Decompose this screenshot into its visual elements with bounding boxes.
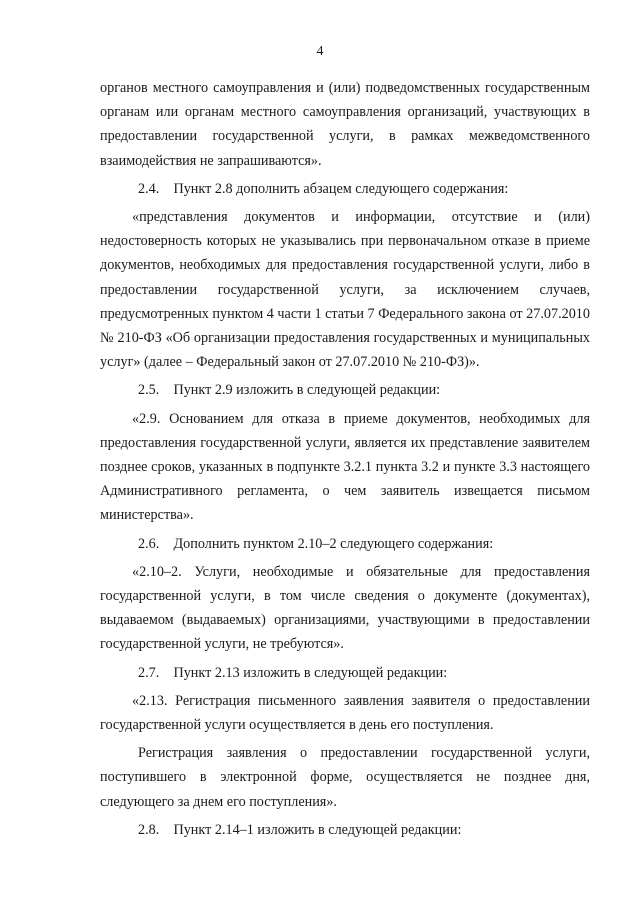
- paragraph-item-2-4: 2.4. Пункт 2.8 дополнить абзацем следующего содержания:: [138, 180, 509, 197]
- page-number: 4: [316, 44, 324, 59]
- paragraph-item-2-6: 2.6. Дополнить пунктом 2.10–2 следующего содержания:: [138, 535, 494, 552]
- paragraph-quote-2-9: «2.9. Основанием для отказа в приеме документов, необходимых для предоставления государственной услуги, является их представление заявителем позднее сроков, указанных в подпункте 3.2.1 пункта 3.2 и пункте 3.3 настоящего Административного регламента, о чем заявитель извещается письмом министерства».: [100, 410, 590, 524]
- paragraph-item-2-5: 2.5. Пункт 2.9 изложить в следующей редакции:: [138, 382, 441, 399]
- paragraph-item-2-7: 2.7. Пункт 2.13 изложить в следующей редакции:: [138, 664, 448, 681]
- paragraph-registration-electronic: Регистрация заявления о предоставлении государственной услуги, поступившего в электронной форме, осуществляется не позднее дня, следующего за днем его поступления».: [100, 745, 590, 810]
- paragraph-quote-2-13: «2.13. Регистрация письменного заявления заявителя о предоставлении государственной услуги осуществляется в день его поступления.: [100, 692, 590, 734]
- paragraph-continuation: органов местного самоуправления и (или) подведомственных государственным органам или органам местного самоуправления организаций, участвующих в предоставлении государственной услуги, в рамках межведомственного взаимодействия не запрашиваются».: [100, 80, 590, 169]
- paragraph-item-2-8: 2.8. Пункт 2.14–1 изложить в следующей редакции:: [138, 821, 462, 838]
- paragraph-quote-2-8: «представления документов и информации, отсутствие и (или) недостоверность которых не указывались при первоначальном отказе в приеме документов, необходимых для предоставления государственной услуги, либо в предоставлении государственной услуги, за исключением случаев, предусмотренных пунктом 4 части 1 статьи 7 Федерального закона от 27.07.2010 № 210-ФЗ «Об организации предоставления государственных и муниципальных услуг» (далее – Федеральный закон от 27.07.2010 № 210-ФЗ)».: [100, 209, 590, 371]
- paragraph-quote-2-10-2: «2.10–2. Услуги, необходимые и обязательные для предоставления государственной услуги, в том числе сведения о документе (документах), выдаваемом (выдаваемых) организациями, участвующими в предоставлении государственной услуги, не требуются».: [100, 563, 590, 653]
- document-body: [100, 76, 590, 842]
